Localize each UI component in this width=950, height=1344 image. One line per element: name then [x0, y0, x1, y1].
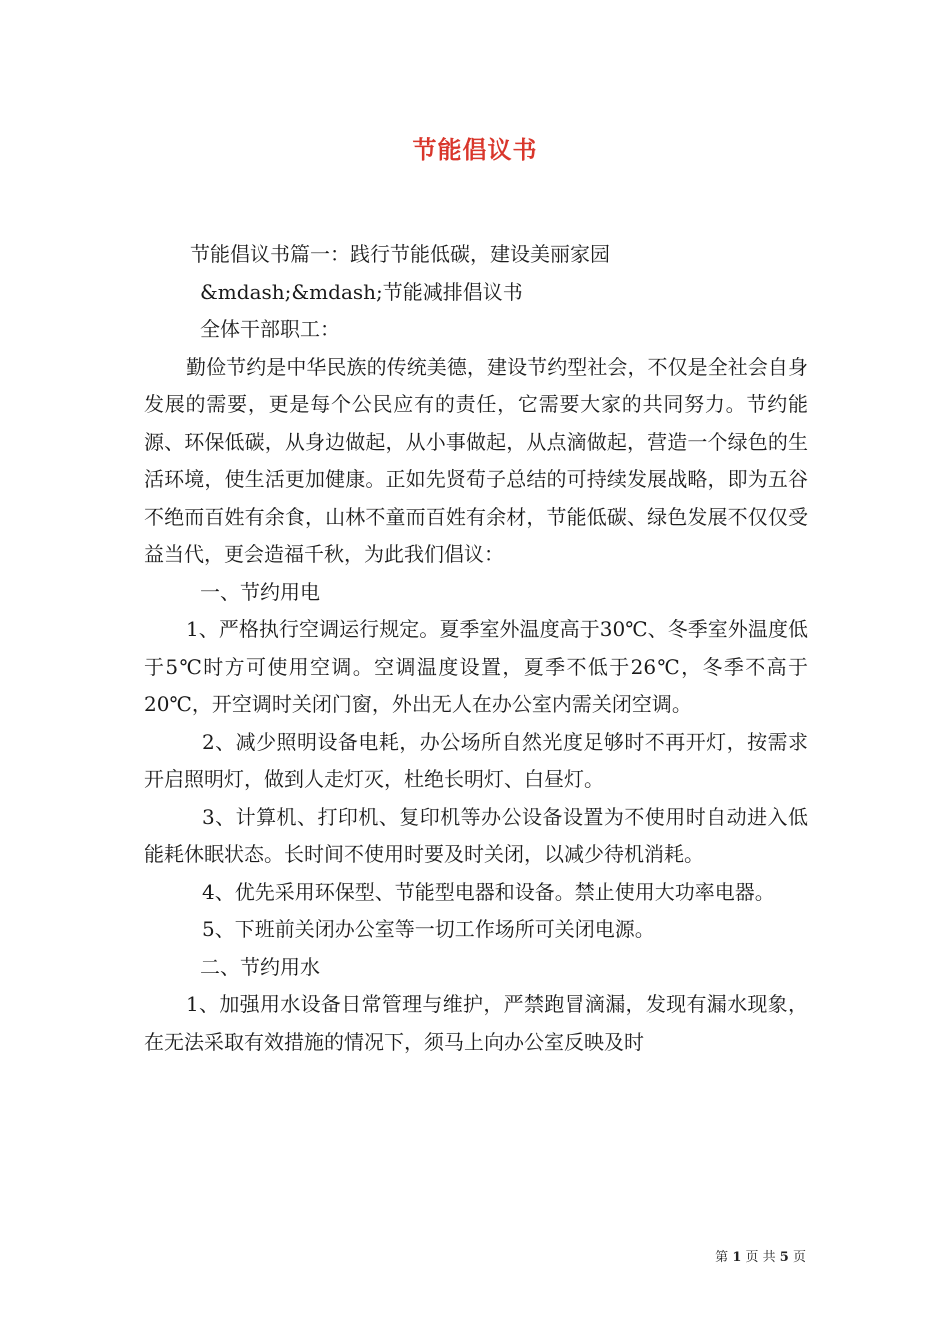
item-paragraph: 4、优先采用环保型、节能型电器和设备。禁止使用大功率电器。 — [202, 879, 775, 904]
footer-middle: 页 共 — [745, 1250, 776, 1265]
subtitle-dash-line: &mdash;&mdash;节能减排倡议书 — [200, 279, 523, 304]
salutation: 全体干部职工： — [200, 317, 340, 341]
page-number-footer — [715, 1246, 806, 1265]
document-body — [144, 236, 808, 1061]
subtitle-line: 节能倡议书篇一：践行节能低碳，建设美丽家园 — [190, 242, 610, 266]
footer-total-pages: 5 — [779, 1250, 789, 1265]
document-title: 节能倡议书 — [412, 135, 538, 164]
item-paragraph: 5、下班前关闭办公室等一切工作场所可关闭电源。 — [202, 917, 655, 941]
item-paragraph: 1、加强用水设备日常管理与维护，严禁跑冒滴漏，发现有漏水现象，在无法采取有效措施的情况下，须马上向办公室反映及时 — [144, 992, 808, 1054]
intro-paragraph: 勤俭节约是中华民族的传统美德，建设节约型社会，不仅是全社会自身发展的需要，更是每个公民应有的责任，它需要大家的共同努力。节约能源、环保低碳，从身边做起，从小事做起，从点滴做起，营造一个绿色的生活环境，使生活更加健康。正如先贤荀子总结的可持续发展战略，即为五谷不绝而百姓有余食，山林不童而百姓有余材，节能低碳、绿色发展不仅仅受益当代，更会造福千秋，为此我们倡议： — [144, 354, 808, 566]
section-heading-water: 二、节约用水 — [200, 954, 320, 979]
footer-suffix: 页 — [792, 1250, 806, 1265]
item-paragraph: 1、严格执行空调运行规定。夏季室外温度高于30℃、冬季室外温度低于5℃时方可使用空调。空调温度设置，夏季不低于26℃，冬季不高于20℃，开空调时关闭门窗，外出无人在办公室内需关闭空调。 — [144, 617, 808, 716]
footer-page-number: 1 — [732, 1250, 742, 1265]
footer-prefix: 第 — [715, 1250, 729, 1265]
section-heading-electricity: 一、节约用电 — [200, 579, 320, 604]
item-paragraph: 3、计算机、打印机、复印机等办公设备设置为不使用时自动进入低能耗休眠状态。长时间不使用时要及时关闭，以减少待机消耗。 — [144, 804, 808, 866]
item-paragraph: 2、减少照明设备电耗，办公场所自然光度足够时不再开灯，按需求开启照明灯，做到人走灯灭，杜绝长明灯、白昼灯。 — [144, 729, 808, 791]
